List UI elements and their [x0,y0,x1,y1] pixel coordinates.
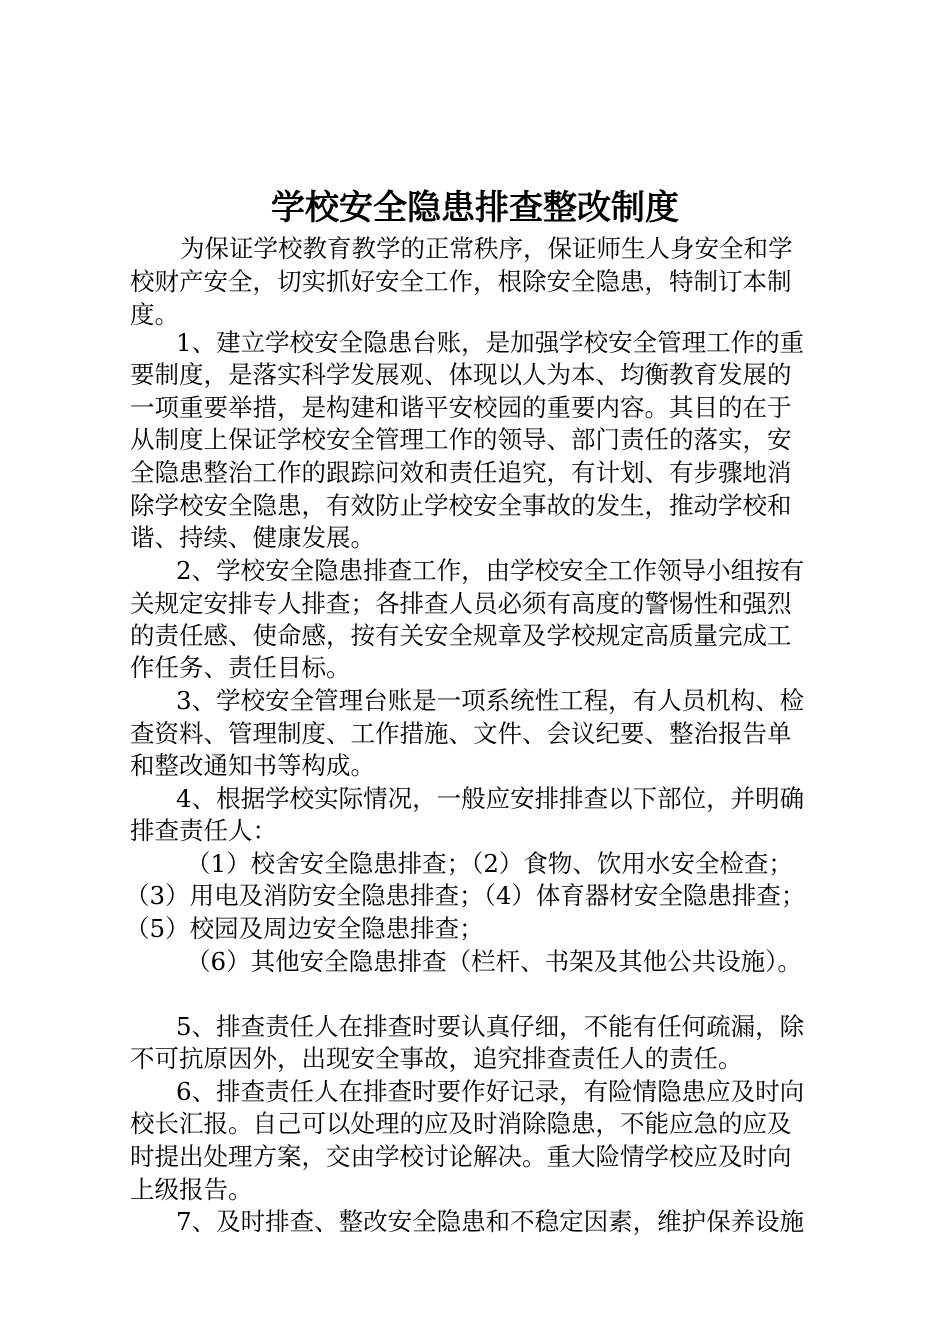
paragraph-line: （1）校舍安全隐患排查；（2）食物、饮用水安全检查； [186,849,793,878]
paragraph-line: 4、根据学校实际情况，一般应安排排查以下部位，并明确 [176,784,805,813]
paragraph-line: 一项重要举措，是构建和谐平安校园的重要内容。其目的在于 [130,393,792,422]
paragraph-line: 和整改通知书等构成。 [130,751,375,780]
paragraph-line: 排查责任人： [130,816,277,845]
paragraph-line: （6）其他安全隐患排查（栏杆、书架及其他公共设施）。 [186,947,802,976]
paragraph-line: 谐、持续、健康发展。 [130,523,375,552]
paragraph-line: 要制度，是落实科学发展观、体现以人为本、均衡教育发展的 [130,360,792,389]
paragraph-line: 3、学校安全管理台账是一项系统性工程，有人员机构、检 [176,686,805,715]
paragraph-line: 度。 [130,300,179,329]
paragraph-line: （5）校园及周边安全隐患排查； [125,914,484,943]
paragraph-line: 查资料、管理制度、工作措施、文件、会议纪要、整治报告单 [130,719,792,748]
paragraph-line: 关规定安排专人排查；各排查人员必须有高度的警惕性和强烈 [130,589,792,618]
paragraph-line: 5、排查责任人在排查时要认真仔细，不能有任何疏漏，除 [176,1012,805,1041]
paragraph-line: 为保证学校教育教学的正常秩序，保证师生人身安全和学 [180,234,793,263]
paragraph-line: 1、建立学校安全隐患台账，是加强学校安全管理工作的重 [176,328,805,357]
document-title: 学校安全隐患排查整改制度 [271,188,679,228]
paragraph-line: 7、及时排查、整改安全隐患和不稳定因素，维护保养设施 [176,1207,805,1236]
paragraph-line: 2、学校安全隐患排查工作，由学校安全工作领导小组按有 [176,556,805,585]
paragraph-line: 除学校安全隐患，有效防止学校安全事故的发生，推动学校和 [130,491,792,520]
paragraph-line: 从制度上保证学校安全管理工作的领导、部门责任的落实，安 [130,425,792,454]
paragraph-line: 校财产安全，切实抓好安全工作，根除安全隐患，特制订本制 [130,267,792,296]
paragraph-line: 的责任感、使命感，按有关安全规章及学校规定高质量完成工 [130,621,792,650]
paragraph-line: （3）用电及消防安全隐患排查；（4）体育器材安全隐患排查； [125,881,806,910]
paragraph-line: 校长汇报。自己可以处理的应及时消除隐患，不能应急的应及 [130,1109,792,1138]
paragraph-line: 6、排查责任人在排查时要作好记录，有险情隐患应及时向 [176,1077,805,1106]
paragraph-line: 时提出处理方案，交由学校讨论解决。重大险情学校应及时向 [130,1142,792,1171]
paragraph-line: 作任务、责任目标。 [130,653,351,682]
paragraph-line: 上级报告。 [130,1175,253,1204]
paragraph-line: 全隐患整治工作的跟踪问效和责任追究，有计划、有步骤地消 [130,458,792,487]
paragraph-line: 不可抗原因外，出现安全事故，追究排查责任人的责任。 [130,1044,743,1073]
